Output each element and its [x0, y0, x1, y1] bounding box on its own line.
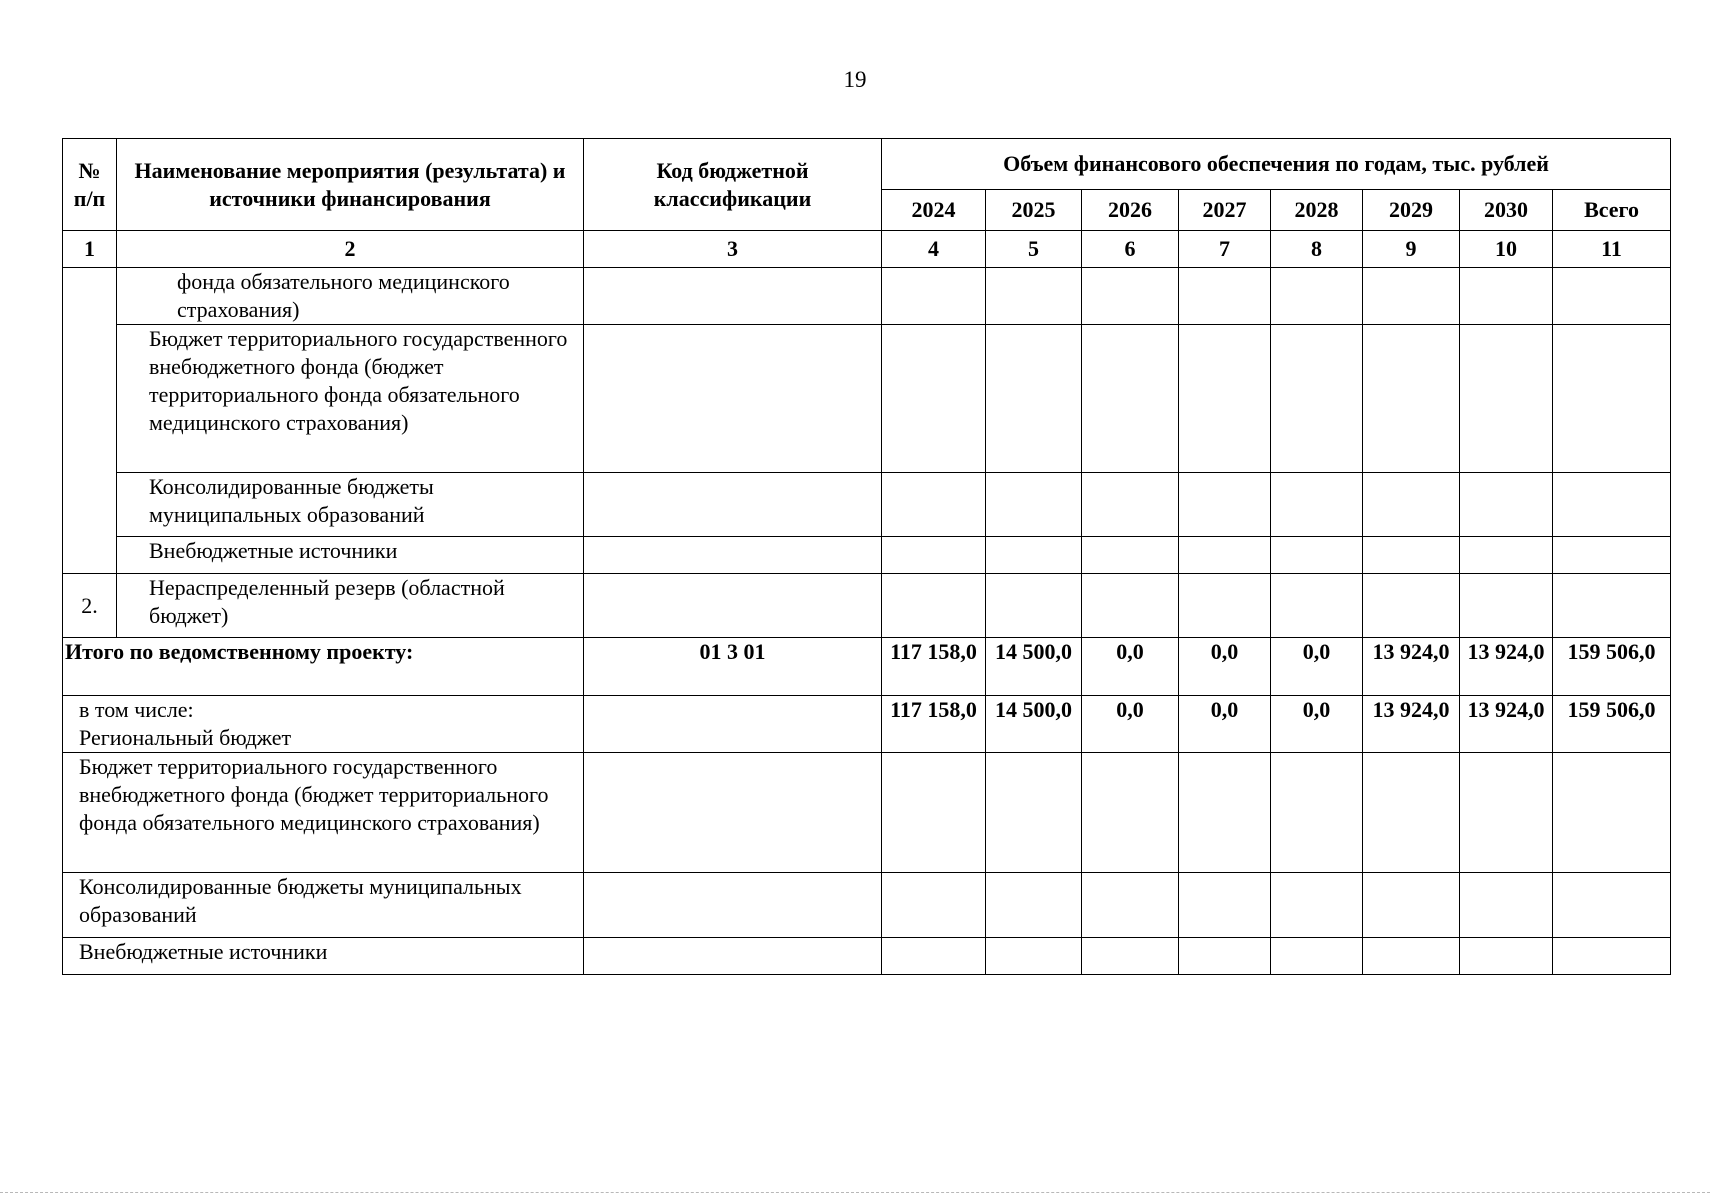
row-value — [1082, 537, 1179, 574]
breakdown-value — [1271, 873, 1363, 938]
breakdown-value: 159 506,0 — [1553, 696, 1671, 753]
total-value: 117 158,0 — [882, 638, 986, 696]
row-code — [584, 325, 882, 473]
row-value — [1460, 473, 1553, 537]
row-value — [986, 473, 1082, 537]
row-value — [1082, 473, 1179, 537]
row-value — [986, 325, 1082, 473]
row-value — [882, 574, 986, 638]
row-code — [584, 473, 882, 537]
total-code: 01 3 01 — [584, 638, 882, 696]
row-value — [1179, 574, 1271, 638]
breakdown-value — [1553, 753, 1671, 873]
row-value — [1363, 268, 1460, 325]
row-number-cell: 2. — [63, 574, 117, 638]
breakdown-code — [584, 753, 882, 873]
breakdown-value — [882, 753, 986, 873]
row-value — [1553, 537, 1671, 574]
row-value — [986, 268, 1082, 325]
row-value — [882, 268, 986, 325]
breakdown-value — [986, 873, 1082, 938]
column-number: 10 — [1460, 231, 1553, 268]
financing-table — [62, 138, 1671, 975]
row-value — [1271, 574, 1363, 638]
breakdown-value — [1553, 938, 1671, 975]
breakdown-code — [584, 873, 882, 938]
column-number-row — [63, 231, 1671, 268]
breakdown-value — [1271, 753, 1363, 873]
breakdown-value — [1179, 873, 1271, 938]
row-code — [584, 537, 882, 574]
column-number: 11 — [1553, 231, 1671, 268]
column-number: 4 — [882, 231, 986, 268]
column-number: 6 — [1082, 231, 1179, 268]
total-value: 0,0 — [1179, 638, 1271, 696]
row-value — [1460, 574, 1553, 638]
breakdown-name-line: Региональный бюджет — [79, 725, 292, 750]
row-value — [1553, 473, 1671, 537]
row-value — [1271, 268, 1363, 325]
breakdown-name: Бюджет территориального государственного внебюджетного фонда (бюджет территориального фонда обязательного медицинского страхования) — [63, 753, 584, 873]
header-total: Всего — [1553, 190, 1671, 231]
table-row — [63, 325, 1671, 473]
header-year: 2025 — [986, 190, 1082, 231]
breakdown-row — [63, 753, 1671, 873]
row-value — [1179, 473, 1271, 537]
row-value — [1271, 537, 1363, 574]
row-value — [1179, 268, 1271, 325]
header-year: 2028 — [1271, 190, 1363, 231]
breakdown-value — [882, 873, 986, 938]
row-value — [1271, 473, 1363, 537]
total-value: 13 924,0 — [1460, 638, 1553, 696]
column-number: 8 — [1271, 231, 1363, 268]
row-name: Консолидированные бюджеты муниципальных образований — [117, 473, 584, 537]
breakdown-value — [1553, 873, 1671, 938]
breakdown-value: 0,0 — [1082, 696, 1179, 753]
breakdown-value — [1271, 938, 1363, 975]
row-value — [1553, 268, 1671, 325]
breakdown-value: 117 158,0 — [882, 696, 986, 753]
row-value — [1082, 325, 1179, 473]
row-value — [986, 537, 1082, 574]
breakdown-name-line: в том числе: — [79, 697, 194, 722]
row-value — [882, 325, 986, 473]
page-number: 19 — [843, 67, 867, 92]
breakdown-value — [1179, 938, 1271, 975]
breakdown-row — [63, 938, 1671, 975]
row-value — [1460, 537, 1553, 574]
header-year: 2026 — [1082, 190, 1179, 231]
row-value — [1271, 325, 1363, 473]
breakdown-value — [1082, 938, 1179, 975]
row-name: Бюджет территориального государственного внебюджетного фонда (бюджет территориального фонда обязательного медицинского страхования) — [117, 325, 584, 473]
header-number: № п/п — [63, 139, 117, 231]
column-number: 3 — [584, 231, 882, 268]
total-value: 0,0 — [1082, 638, 1179, 696]
row-code — [584, 574, 882, 638]
total-row — [63, 638, 1671, 696]
breakdown-name — [63, 696, 584, 753]
breakdown-row — [63, 873, 1671, 938]
breakdown-name: Внебюджетные источники — [63, 938, 584, 975]
header-year: 2029 — [1363, 190, 1460, 231]
row-value — [1363, 473, 1460, 537]
row-value — [1082, 574, 1179, 638]
row-value — [1363, 574, 1460, 638]
row-value — [882, 473, 986, 537]
breakdown-code — [584, 696, 882, 753]
breakdown-name: Консолидированные бюджеты муниципальных образований — [63, 873, 584, 938]
breakdown-value — [986, 753, 1082, 873]
row-value — [1082, 268, 1179, 325]
row-name: фонда обязательного медицинского страхования) — [117, 268, 584, 325]
total-value: 14 500,0 — [986, 638, 1082, 696]
breakdown-value — [1082, 873, 1179, 938]
header-year: 2030 — [1460, 190, 1553, 231]
table-row — [63, 473, 1671, 537]
breakdown-value: 0,0 — [1271, 696, 1363, 753]
total-value: 0,0 — [1271, 638, 1363, 696]
row-value — [1553, 325, 1671, 473]
row-value — [986, 574, 1082, 638]
breakdown-value: 14 500,0 — [986, 696, 1082, 753]
row-value — [1363, 325, 1460, 473]
row-value — [1553, 574, 1671, 638]
total-value: 13 924,0 — [1363, 638, 1460, 696]
total-value: 159 506,0 — [1553, 638, 1671, 696]
table-row — [63, 268, 1671, 325]
breakdown-row — [63, 696, 1671, 753]
breakdown-value: 0,0 — [1179, 696, 1271, 753]
header-year: 2027 — [1179, 190, 1271, 231]
breakdown-value — [882, 938, 986, 975]
row-value — [1363, 537, 1460, 574]
row-number-cell — [63, 268, 117, 574]
breakdown-value: 13 924,0 — [1460, 696, 1553, 753]
header-name: Наименование мероприятия (результата) и источники финансирования — [117, 139, 584, 231]
breakdown-value — [1460, 938, 1553, 975]
header-volume: Объем финансового обеспечения по годам, тыс. рублей — [882, 139, 1671, 190]
row-code — [584, 268, 882, 325]
breakdown-value: 13 924,0 — [1363, 696, 1460, 753]
breakdown-value — [986, 938, 1082, 975]
breakdown-value — [1460, 873, 1553, 938]
breakdown-value — [1363, 873, 1460, 938]
column-number: 9 — [1363, 231, 1460, 268]
total-label: Итого по ведомственному проекту: — [63, 638, 584, 696]
breakdown-code — [584, 938, 882, 975]
breakdown-value — [1179, 753, 1271, 873]
column-number: 7 — [1179, 231, 1271, 268]
header-code: Код бюджетной классификации — [584, 139, 882, 231]
row-name: Внебюджетные источники — [117, 537, 584, 574]
row-value — [1179, 325, 1271, 473]
header-row — [63, 139, 1671, 190]
breakdown-value — [1363, 753, 1460, 873]
table-row — [63, 574, 1671, 638]
row-value — [882, 537, 986, 574]
table-row — [63, 537, 1671, 574]
bottom-scan-rule — [0, 1192, 1710, 1193]
column-number: 1 — [63, 231, 117, 268]
header-year: 2024 — [882, 190, 986, 231]
breakdown-value — [1460, 753, 1553, 873]
row-value — [1460, 268, 1553, 325]
row-value — [1179, 537, 1271, 574]
column-number: 2 — [117, 231, 584, 268]
breakdown-value — [1082, 753, 1179, 873]
column-number: 5 — [986, 231, 1082, 268]
breakdown-value — [1363, 938, 1460, 975]
row-name: Нераспределенный резерв (областной бюджет) — [117, 574, 584, 638]
row-value — [1460, 325, 1553, 473]
